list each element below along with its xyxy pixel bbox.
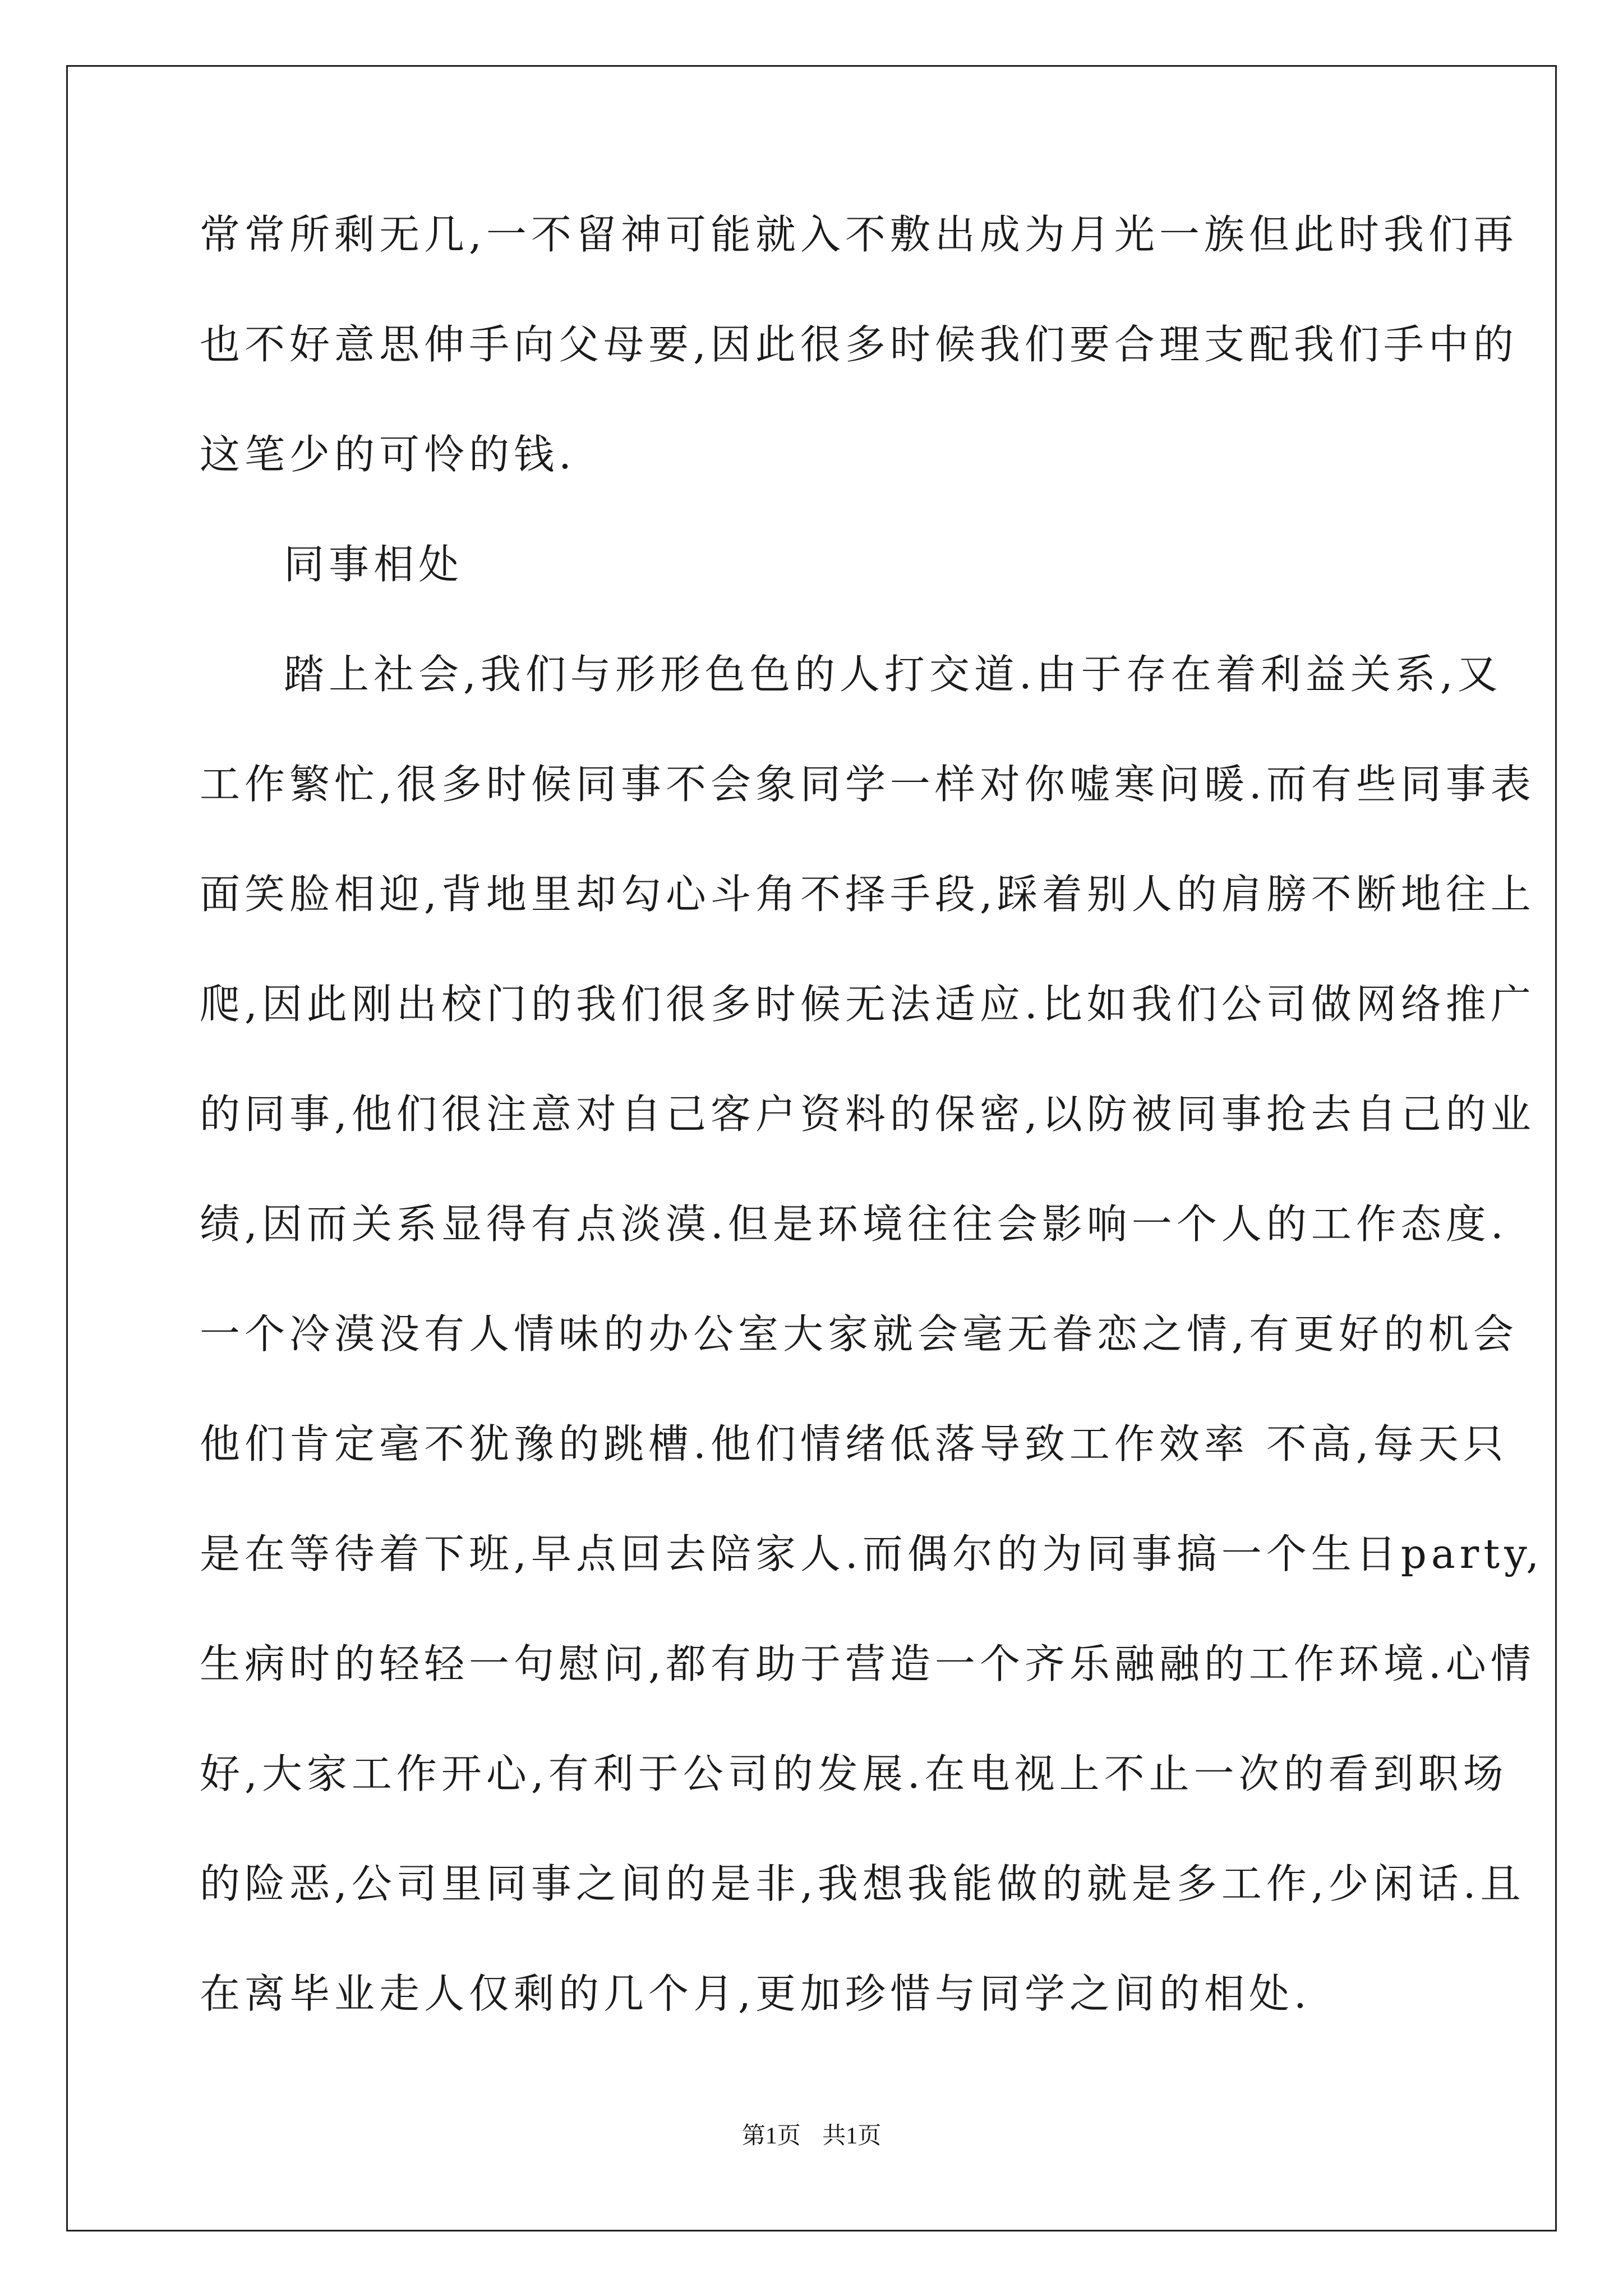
text-line: 这笔少的可怜的钱. [200,431,576,478]
page-footer [0,2123,1623,2150]
section-heading: 同事相处 [284,541,464,588]
text-line: 工作繁忙,很多时候同事不会象同学一样对你嘘寒问暖.而有些同事表 [200,761,1536,808]
document-body [200,208,1544,2077]
page-number: 第1页 [741,2123,801,2149]
page-total: 共1页 [822,2123,882,2149]
text-line: 生病时的轻轻一句慰问,都有助于营造一个齐乐融融的工作环境.心情 [200,1640,1536,1687]
text-line: 他们肯定毫不犹豫的跳槽.他们情绪低落导致工作效率 不高,每天只 [200,1420,1508,1467]
text-line: 绩,因而关系显得有点淡漠.但是环境往往会影响一个人的工作态度. [200,1200,1508,1248]
text-line: 爬,因此刚出校门的我们很多时候无法适应.比如我们公司做网络推广 [200,981,1536,1028]
text-line: 面笑脸相迎,背地里却勾心斗角不择手段,踩着别人的肩膀不断地往上 [200,871,1536,918]
text-line: 一个冷漠没有人情味的办公室大家就会毫无眷恋之情,有更好的机会 [200,1310,1518,1358]
paragraph-first-line: 踏上社会,我们与形形色色的人打交道.由于存在着利益关系,又 [284,651,1502,698]
text-line: 好,大家工作开心,有利于公司的发展.在电视上不止一次的看到职场 [200,1750,1508,1797]
text-line: 在离毕业走人仅剩的几个月,更加珍惜与同学之间的相处. [200,1970,1311,2017]
text-line: 也不好意思伸手向父母要,因此很多时候我们要合理支配我们手中的 [200,321,1518,368]
text-line: 的同事,他们很注意对自己客户资料的保密,以防被同事抢去自己的业 [200,1091,1536,1138]
text-line: 是在等待着下班,早点回去陪家人.而偶尔的为同事搞一个生日party, [200,1530,1544,1577]
text-line: 常常所剩无几,一不留神可能就入不敷出成为月光一族但此时我们再 [200,211,1518,258]
text-line: 的险恶,公司里同事之间的是非,我想我能做的就是多工作,少闲话.且 [200,1860,1525,1907]
